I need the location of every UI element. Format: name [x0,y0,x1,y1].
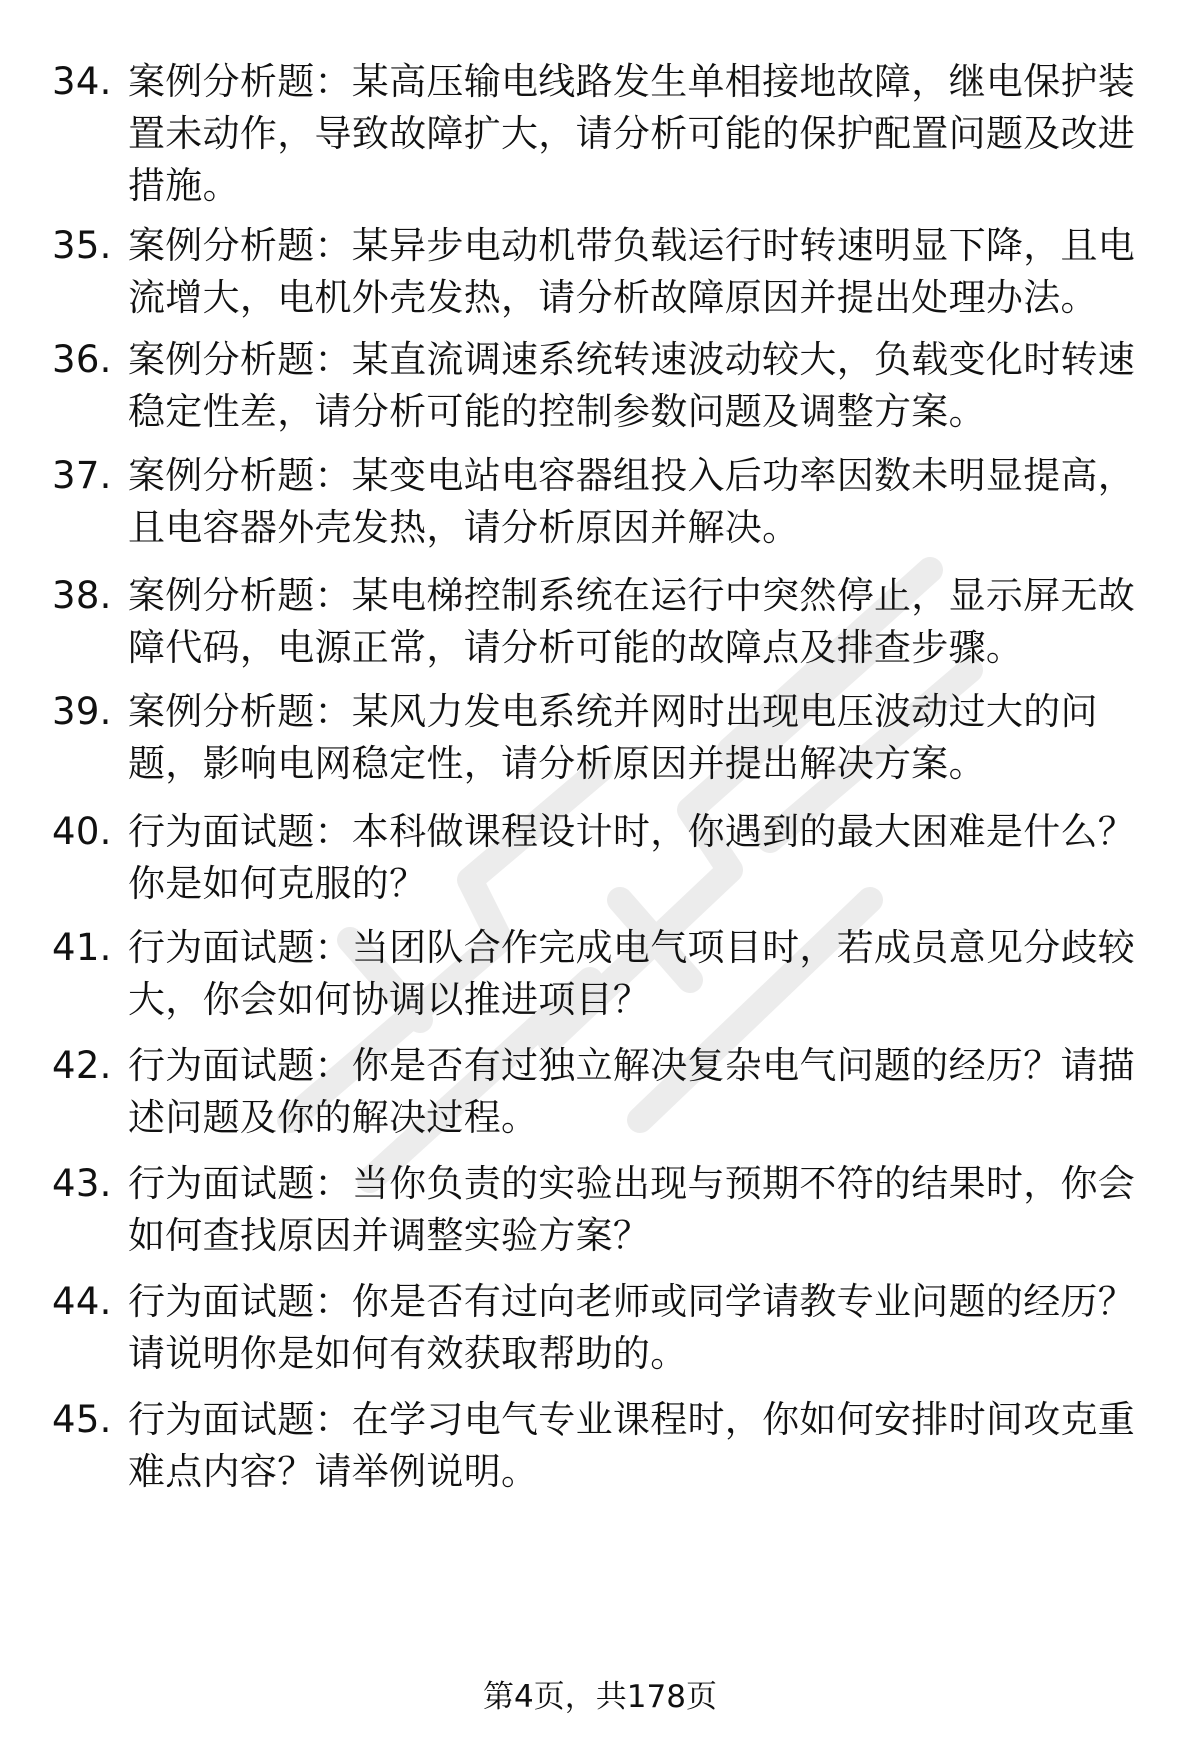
question-number: 38. [52,574,112,617]
question-text: 案例分析题：某直流调速系统转速波动较大，负载变化时转速稳定性差，请分析可能的控制参数问题及调整方案。 [128,338,1136,433]
question-item [52,220,1162,324]
question-number: 35. [52,224,112,267]
question-item [52,806,1162,910]
question-item [52,1394,1162,1498]
question-text: 行为面试题：当你负责的实验出现与预期不符的结果时，你会如何查找原因并调整实验方案？ [128,1162,1136,1257]
question-text: 行为面试题：当团队合作完成电气项目时，若成员意见分歧较大，你会如何协调以推进项目？ [128,926,1136,1021]
question-text: 行为面试题：你是否有过向老师或同学请教专业问题的经历？请说明你是如何有效获取帮助的。 [128,1280,1136,1375]
question-number: 34. [52,60,112,103]
question-number: 39. [52,690,112,733]
question-item [52,570,1162,674]
question-number: 37. [52,454,112,497]
question-item [52,334,1162,438]
question-item [52,1276,1162,1380]
question-number: 42. [52,1044,112,1087]
question-number: 45. [52,1398,112,1441]
question-text: 案例分析题：某风力发电系统并网时出现电压波动过大的问题，影响电网稳定性，请分析原因并提出解决方案。 [128,690,1098,785]
question-item [52,686,1162,790]
question-text: 案例分析题：某高压输电线路发生单相接地故障，继电保护装置未动作，导致故障扩大，请分析可能的保护配置问题及改进措施。 [128,60,1136,207]
question-number: 43. [52,1162,112,1205]
question-item [52,450,1162,554]
question-item [52,56,1162,212]
question-number: 36. [52,338,112,381]
question-number: 44. [52,1280,112,1323]
question-item [52,1158,1162,1262]
question-text: 行为面试题：本科做课程设计时，你遇到的最大困难是什么？你是如何克服的？ [128,810,1136,905]
question-text: 行为面试题：在学习电气专业课程时，你如何安排时间攻克重难点内容？请举例说明。 [128,1398,1136,1493]
question-text: 案例分析题：某异步电动机带负载运行时转速明显下降，且电流增大，电机外壳发热，请分析故障原因并提出处理办法。 [128,224,1136,319]
question-text: 行为面试题：你是否有过独立解决复杂电气问题的经历？请描述问题及你的解决过程。 [128,1044,1136,1139]
question-text: 案例分析题：某变电站电容器组投入后功率因数未明显提高，且电容器外壳发热，请分析原因并解决。 [128,454,1136,549]
question-number: 40. [52,810,112,853]
question-number: 41. [52,926,112,969]
question-text: 案例分析题：某电梯控制系统在运行中突然停止，显示屏无故障代码，电源正常，请分析可能的故障点及排查步骤。 [128,574,1136,669]
question-item [52,922,1162,1026]
question-item [52,1040,1162,1144]
page-footer: 第4页，共178页 [483,1679,717,1715]
